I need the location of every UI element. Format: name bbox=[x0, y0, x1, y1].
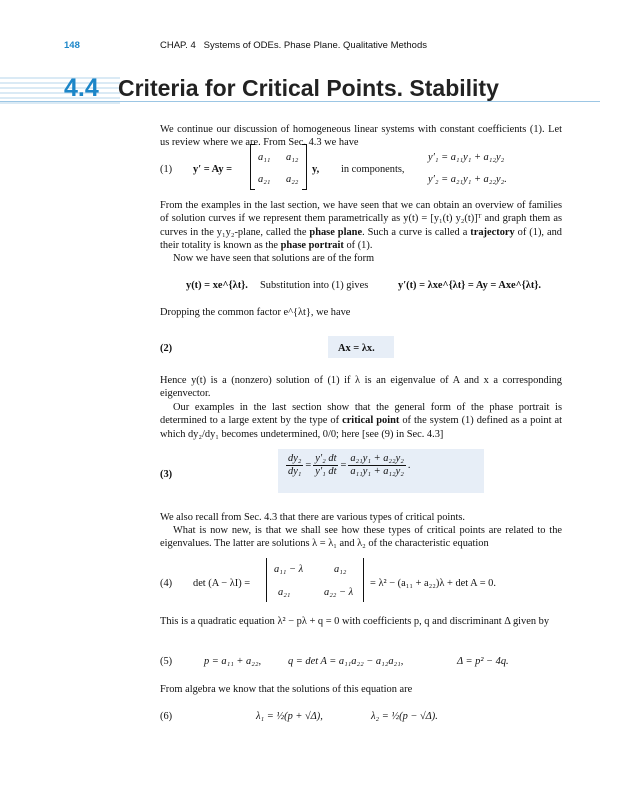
solution-form: y(t) = xe^{λt}. bbox=[186, 280, 248, 291]
critical-point-paragraph bbox=[160, 401, 562, 441]
eq3-f3-numerator: a₂₁y₁ + a₂₂y₂ bbox=[348, 453, 406, 466]
phase-plane-text-3: of (1), and their totality is known as the bbox=[160, 226, 562, 251]
eq4-rhs: = λ² − (a₁₁ + a₂₂)λ + det A = 0. bbox=[370, 578, 496, 589]
matrix-a21: a₂₁ bbox=[258, 174, 271, 185]
eq1-vector-y: y, bbox=[312, 164, 320, 175]
term-phase-plane: phase plane bbox=[309, 226, 363, 238]
eigenvalue-relation-paragraph: What is now new, is that we shall see how these types of critical points are related to the eigenvalues. The latter are solutions λ = λ₁ and λ₂ of the characteristic equation bbox=[160, 525, 562, 550]
eq6-lambda1: λ₁ = ½(p + √Δ), bbox=[256, 711, 323, 722]
eigenvector-paragraph: Hence y(t) is a (nonzero) solution of (1) if λ is an eigenvalue of A and x a corresponding eigenvector. bbox=[160, 375, 562, 400]
eq3-f1-numerator: dy₂ bbox=[286, 453, 303, 466]
determinant-bar-left bbox=[266, 558, 268, 602]
solution-derivative: y′(t) = λxe^{λt} = Ay = Axe^{λt}. bbox=[398, 280, 542, 291]
det-entry-12: a₁₂ bbox=[334, 564, 347, 575]
critical-point-text-2: of the system (1) defined as a point at which dy₂/dy₁ becomes undetermined, 0/0; here [see (9) in Sec. 4.3] bbox=[160, 415, 562, 440]
term-critical-point: critical point bbox=[342, 415, 400, 427]
eq3-fraction-3 bbox=[348, 453, 406, 479]
eq3-equals-2: = bbox=[340, 460, 347, 472]
eq5-label: (5) bbox=[160, 656, 173, 667]
phase-plane-paragraph bbox=[160, 199, 562, 252]
dropping-text: Dropping the common factor e^{λt}, we have bbox=[160, 307, 351, 318]
matrix-bracket-right bbox=[302, 144, 307, 190]
running-title: CHAP. 4 Systems of ODEs. Phase Plane. Qualitative Methods bbox=[160, 40, 428, 51]
eq5-q: q = det A = a₁₁a₂₂ − a₁₂a₂₁, bbox=[288, 656, 404, 667]
eq1-lhs: y′ = Ay = bbox=[193, 164, 233, 175]
eq3-f2-numerator: y′₂ dt bbox=[313, 453, 338, 466]
page-number: 148 bbox=[64, 40, 80, 51]
det-entry-11: a₁₁ − λ bbox=[274, 564, 304, 575]
phase-plane-text-4: of (1). bbox=[343, 239, 373, 251]
section-number: 4.4 bbox=[64, 74, 99, 102]
eq5-p: p = a₁₁ + a₂₂, bbox=[204, 656, 262, 667]
substitution-text: Substitution into (1) gives bbox=[260, 280, 369, 291]
section-title: Criteria for Critical Points. Stability bbox=[118, 75, 499, 101]
eq1-component-1: y′₁ = a₁₁y₁ + a₁₂y₂ bbox=[428, 152, 505, 163]
eq3-equation bbox=[284, 453, 410, 479]
algebra-text: From algebra we know that the solutions of this equation are bbox=[160, 684, 413, 695]
det-entry-21: a₂₁ bbox=[278, 587, 291, 598]
eq3-equals-1: = bbox=[305, 460, 312, 472]
eq3-fraction-1 bbox=[286, 453, 303, 479]
types-recall-text: We also recall from Sec. 4.3 that there are various types of critical points. bbox=[160, 512, 466, 523]
term-phase-portrait: phase portrait bbox=[280, 239, 344, 251]
quadratic-paragraph: This is a quadratic equation λ² − pλ + q = 0 with coefficients p, q and discriminant Δ given by bbox=[160, 616, 550, 627]
term-trajectory: trajectory bbox=[470, 226, 515, 238]
eq3-period: . bbox=[407, 460, 411, 472]
matrix-a22: a₂₂ bbox=[286, 174, 299, 185]
intro-paragraph: We continue our discussion of homogeneous linear systems with constant coefficients (1). Let us review where we are. From Sec. 4.3 we have bbox=[160, 124, 562, 149]
matrix-bracket-left bbox=[250, 144, 255, 190]
matrix-a11: a₁₁ bbox=[258, 152, 271, 163]
eq3-f1-denominator: dy₁ bbox=[288, 466, 302, 478]
eq1-in-components: in components, bbox=[341, 164, 405, 175]
eq5-discriminant: Δ = p² − 4q. bbox=[457, 656, 509, 667]
eq1-component-2: y′₂ = a₂₁y₁ + a₂₂y₂. bbox=[428, 174, 507, 185]
solutions-form-text: Now we have seen that solutions are of the form bbox=[173, 253, 375, 264]
eq2-label: (2) bbox=[160, 343, 173, 354]
matrix-a12: a₁₂ bbox=[286, 152, 299, 163]
eq6-lambda2: λ₂ = ½(p − √Δ). bbox=[371, 711, 438, 722]
determinant-bar-right bbox=[363, 558, 365, 602]
eq3-f3-denominator: a₁₁y₁ + a₁₂y₂ bbox=[350, 466, 404, 478]
eq4-label: (4) bbox=[160, 578, 173, 589]
det-entry-22: a₂₂ − λ bbox=[324, 587, 354, 598]
eq4-lhs: det (A − λI) = bbox=[193, 578, 251, 589]
phase-plane-text-2: . Such a curve is called a bbox=[362, 226, 471, 238]
eq3-fraction-2 bbox=[313, 453, 338, 479]
phase-plane-text-1: From the examples in the last section, we have seen that we can obtain an overview of families of solution curves if we represent them parametrically as y(t) = [y₁(t) y₂(t)]ᵀ and graph them as curves in the y₁y₂-plane, called the bbox=[160, 200, 562, 238]
eq1-label: (1) bbox=[160, 164, 173, 175]
eq2-equation: Ax = λx. bbox=[338, 343, 375, 354]
critical-point-text-1: Our examples in the last section show that the general form of the phase portrait is determined to a large extent by the type of bbox=[160, 402, 562, 427]
eq3-f2-denominator: y′₁ dt bbox=[315, 466, 337, 478]
eq3-label: (3) bbox=[160, 469, 173, 480]
eq6-label: (6) bbox=[160, 711, 173, 722]
heading-rule-lines bbox=[0, 76, 120, 108]
